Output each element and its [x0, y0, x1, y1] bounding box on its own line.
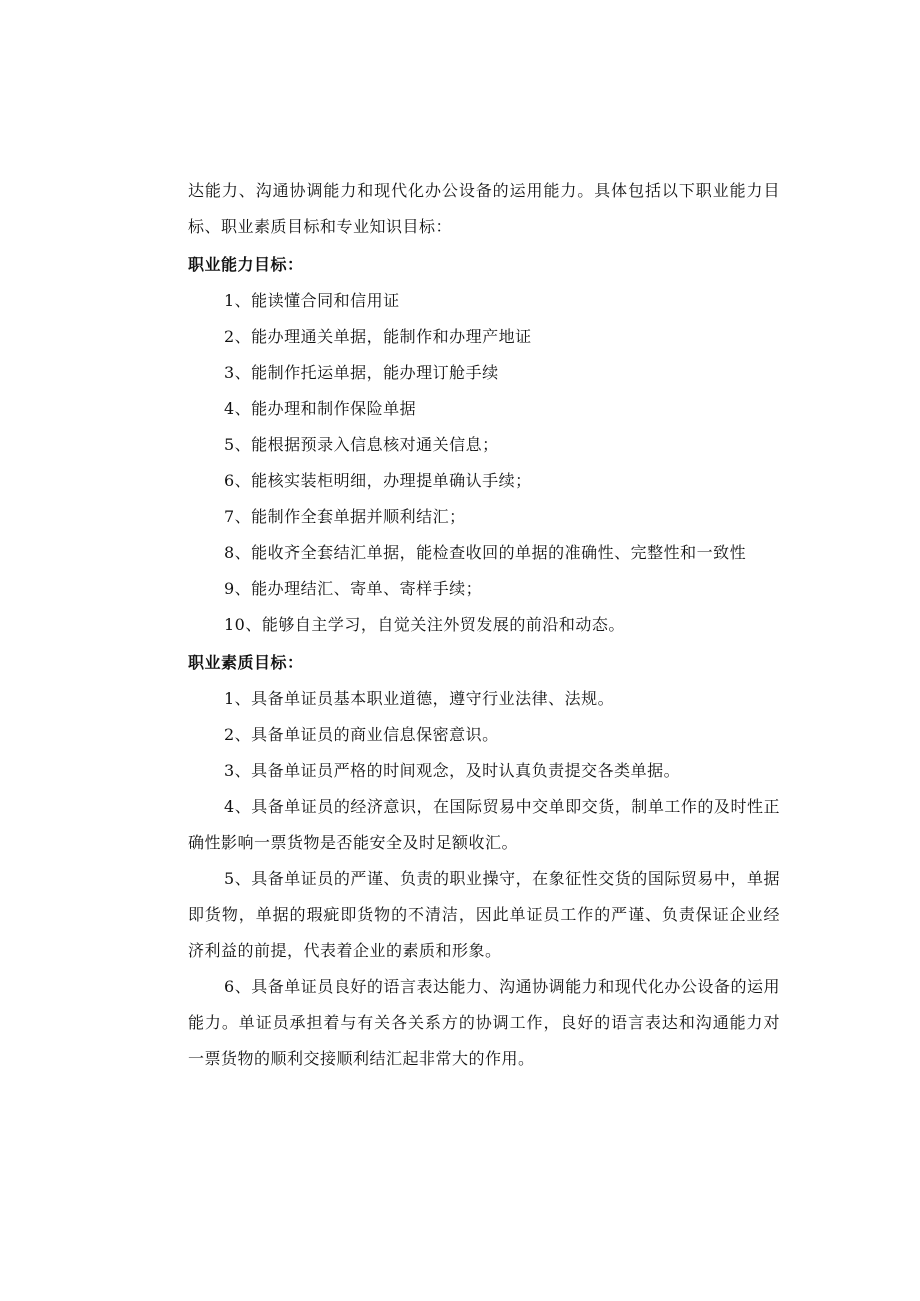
quality-item: 6、具备单证员良好的语言表达能力、沟通协调能力和现代化办公设备的运用能力。单证员承担着与有关各关系方的协调工作，良好的语言表达和沟通能力对一票货物的顺利交接顺利结汇起非常大的作用。: [188, 977, 780, 1068]
ability-item: 10、能够自主学习，自觉关注外贸发展的前沿和动态。: [224, 615, 625, 634]
ability-item: 7、能制作全套单据并顺利结汇；: [224, 507, 466, 526]
quality-heading: 职业素质目标：: [188, 653, 304, 672]
quality-item: 4、具备单证员的经济意识，在国际贸易中交单即交货，制单工作的及时性正确性影响一票货物是否能安全及时足额收汇。: [188, 797, 780, 852]
document-body: [188, 173, 780, 1077]
ability-item: 6、能核实装柜明细，办理提单确认手续；: [224, 471, 532, 490]
quality-item: 3、具备单证员严格的时间观念，及时认真负责提交各类单据。: [224, 761, 681, 780]
ability-item: 9、能办理结汇、寄单、寄样手续；: [224, 579, 483, 598]
ability-item: 2、能办理通关单据，能制作和办理产地证: [224, 327, 532, 346]
ability-item: 5、能根据预录入信息核对通关信息；: [224, 435, 499, 454]
ability-item: 3、能制作托运单据，能办理订舱手续: [224, 363, 499, 382]
ability-section: [188, 247, 780, 643]
quality-item: 2、具备单证员的商业信息保密意识。: [224, 725, 499, 744]
ability-heading: 职业能力目标：: [188, 255, 304, 274]
ability-item: 1、能读懂合同和信用证: [224, 291, 400, 310]
ability-item: 8、能收齐全套结汇单据，能检查收回的单据的准确性、完整性和一致性: [224, 543, 747, 562]
intro-paragraph: 达能力、沟通协调能力和现代化办公设备的运用能力。具体包括以下职业能力目标、职业素质目标和专业知识目标：: [188, 181, 780, 236]
ability-item: 4、能办理和制作保险单据: [224, 399, 417, 418]
quality-item: 5、具备单证员的严谨、负责的职业操守，在象征性交货的国际贸易中，单据即货物，单据的瑕疵即货物的不清洁，因此单证员工作的严谨、负责保证企业经济利益的前提，代表着企业的素质和形象。: [188, 869, 780, 960]
quality-section: [188, 645, 780, 1077]
quality-item: 1、具备单证员基本职业道德，遵守行业法律、法规。: [224, 689, 615, 708]
